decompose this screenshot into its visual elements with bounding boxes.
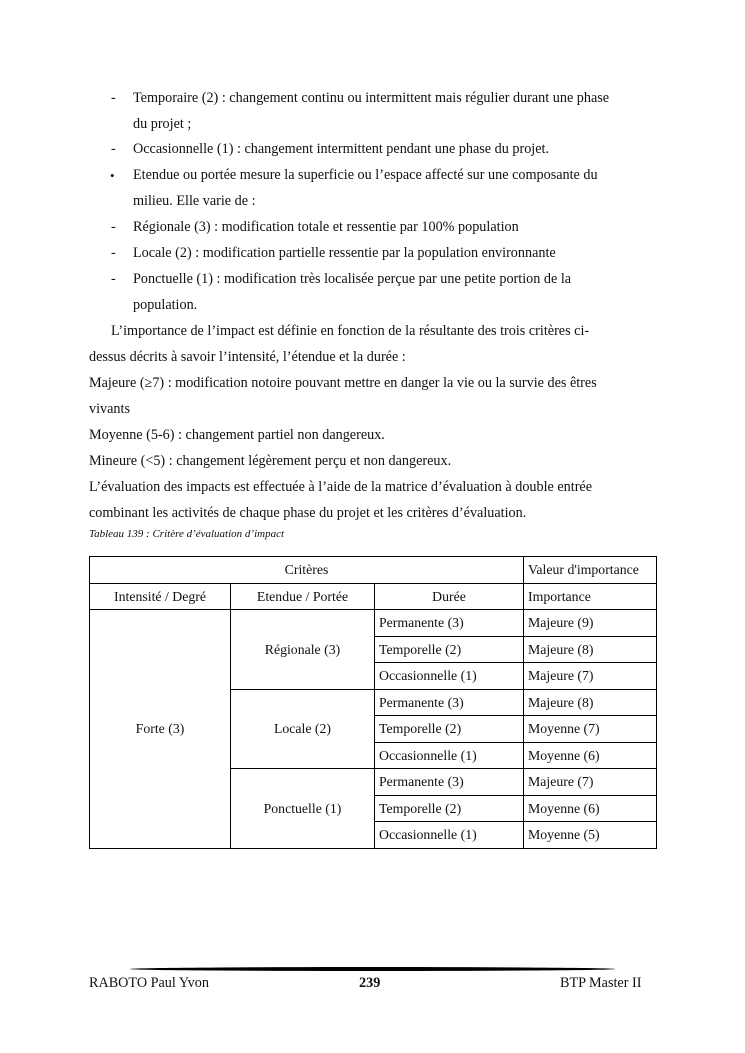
duration-temporaire-cont: du projet ; xyxy=(133,116,192,132)
duration-cell: Temporelle (2) xyxy=(375,795,524,822)
importance-para-line2: dessus décrits à savoir l’intensité, l’étendue et la durée : xyxy=(89,349,406,365)
footer-divider xyxy=(130,967,615,971)
importance-cell: Moyenne (6) xyxy=(524,742,657,769)
list-dash: - xyxy=(111,245,116,261)
footer-author: RABOTO Paul Yvon xyxy=(89,975,209,991)
table-caption: Tableau 139 : Critère d’évaluation d’impact xyxy=(89,528,285,540)
importance-cell: Majeure (8) xyxy=(524,689,657,716)
importance-cell: Majeure (7) xyxy=(524,663,657,690)
importance-cell: Majeure (7) xyxy=(524,769,657,796)
intensity-cell: Forte (3) xyxy=(90,610,231,849)
table-header-row xyxy=(90,557,657,584)
header-importance: Importance xyxy=(524,583,657,610)
footer-program: BTP Master II xyxy=(560,975,642,991)
level-minor: Mineure (<5) : changement légèrement perçu et non dangereux. xyxy=(89,453,452,469)
list-dash: - xyxy=(111,271,116,287)
duration-cell: Temporelle (2) xyxy=(375,716,524,743)
list-dash: - xyxy=(111,90,116,106)
eval-para-line1: L’évaluation des impacts est effectuée à l’aide de la matrice d’évaluation à double entrée xyxy=(89,479,593,495)
level-major-line1: Majeure (≥7) : modification notoire pouvant mettre en danger la vie ou la survie des êtres xyxy=(89,375,597,391)
header-intensity: Intensité / Degré xyxy=(90,583,231,610)
duration-cell: Occasionnelle (1) xyxy=(375,663,524,690)
page-number: 239 xyxy=(359,975,381,991)
extent-regionale-text: Régionale (3) : modification totale et ressentie par 100% population xyxy=(133,219,519,235)
header-duration: Durée xyxy=(375,583,524,610)
header-importance-value: Valeur d'importance xyxy=(524,557,657,584)
importance-cell: Majeure (9) xyxy=(524,610,657,637)
extent-cell: Locale (2) xyxy=(231,689,375,769)
importance-cell: Moyenne (6) xyxy=(524,795,657,822)
duration-cell: Temporelle (2) xyxy=(375,636,524,663)
duration-cell: Permanente (3) xyxy=(375,610,524,637)
extent-intro-text: Etendue ou portée mesure la superficie ou l’espace affecté sur une composante du xyxy=(133,167,598,183)
level-major-line2: vivants xyxy=(89,401,130,417)
table-subheader-row xyxy=(90,583,657,610)
duration-cell: Permanente (3) xyxy=(375,689,524,716)
duration-temporaire-text: Temporaire (2) : changement continu ou intermittent mais régulier durant une phase xyxy=(133,90,610,106)
table-row xyxy=(90,610,657,637)
duration-cell: Occasionnelle (1) xyxy=(375,822,524,849)
duration-cell: Permanente (3) xyxy=(375,769,524,796)
importance-para-line1: L’importance de l’impact est définie en fonction de la résultante des trois critères ci- xyxy=(111,323,590,339)
extent-locale-text: Locale (2) : modification partielle ressentie par la population environnante xyxy=(133,245,556,261)
extent-ponctuelle-cont: population. xyxy=(133,297,198,313)
list-dash: - xyxy=(111,219,116,235)
extent-intro-cont: milieu. Elle varie de : xyxy=(133,193,256,209)
extent-cell: Ponctuelle (1) xyxy=(231,769,375,849)
eval-para-line2: combinant les activités de chaque phase du projet et les critères d’évaluation. xyxy=(89,505,527,521)
duration-cell: Occasionnelle (1) xyxy=(375,742,524,769)
header-extent: Etendue / Portée xyxy=(231,583,375,610)
level-medium: Moyenne (5-6) : changement partiel non dangereux. xyxy=(89,427,385,443)
importance-cell: Majeure (8) xyxy=(524,636,657,663)
importance-cell: Moyenne (7) xyxy=(524,716,657,743)
importance-cell: Moyenne (5) xyxy=(524,822,657,849)
evaluation-matrix-table xyxy=(89,556,657,849)
list-bullet: • xyxy=(110,168,115,183)
header-criteria: Critères xyxy=(90,557,524,584)
extent-cell: Régionale (3) xyxy=(231,610,375,690)
duration-occasionnelle-text: Occasionnelle (1) : changement intermittent pendant une phase du projet. xyxy=(133,141,550,157)
list-dash: - xyxy=(111,141,116,157)
extent-ponctuelle-text: Ponctuelle (1) : modification très localisée perçue par une petite portion de la xyxy=(133,271,572,287)
